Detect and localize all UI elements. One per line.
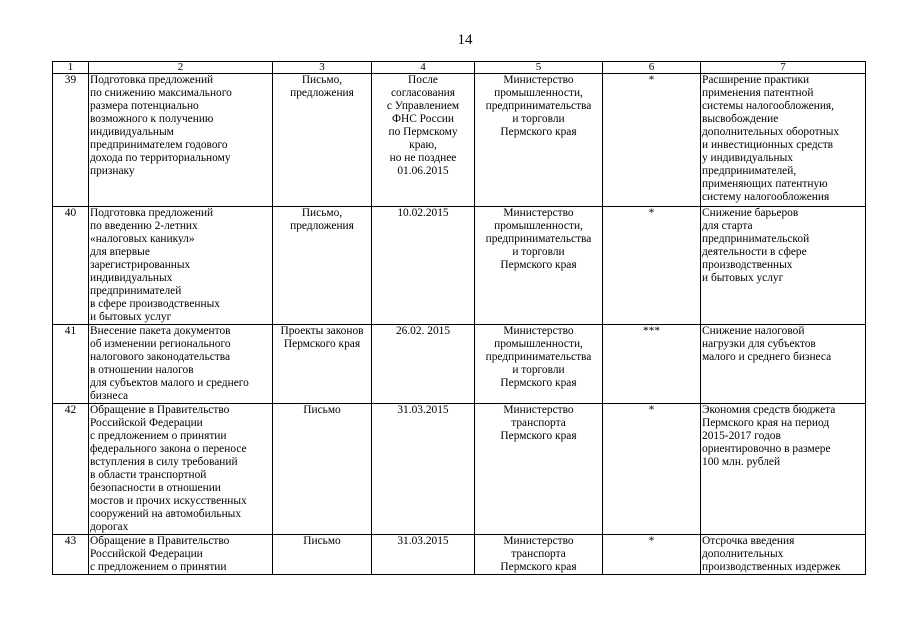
column-header: 7 — [701, 62, 866, 74]
deadline-cell: 26.02. 2015 — [372, 325, 475, 404]
page-number: 14 — [457, 32, 473, 48]
column-header: 4 — [372, 62, 475, 74]
executor-cell: Министерство транспорта Пермского края — [475, 535, 603, 575]
measure-cell: Подготовка предложений по снижению максимального размера потенциально возможного к получению индивидуальным предпринимателем годового дохода по территориальному признаку — [89, 74, 273, 207]
form-cell: Проекты законов Пермского края — [273, 325, 372, 404]
row-number: 40 — [53, 207, 89, 325]
result-cell: Снижение барьеров для старта предпринимательской деятельности в сфере производственных и бытовых услуг — [701, 207, 866, 325]
form-cell: Письмо — [273, 535, 372, 575]
deadline-cell: 31.03.2015 — [372, 404, 475, 535]
column-header: 3 — [273, 62, 372, 74]
executor-cell: Министерство промышленности, предпринимательства и торговли Пермского края — [475, 325, 603, 404]
measure-cell: Обращение в Правительство Российской Федерации с предложением о принятии — [89, 535, 273, 575]
row-number: 39 — [53, 74, 89, 207]
row-number: 41 — [53, 325, 89, 404]
mark-cell: * — [603, 404, 701, 535]
form-cell: Письмо, предложения — [273, 207, 372, 325]
mark-cell: * — [603, 207, 701, 325]
column-header: 6 — [603, 62, 701, 74]
table-row — [53, 207, 866, 325]
result-cell: Экономия средств бюджета Пермского края на период 2015-2017 годов ориентировочно в размере 100 млн. рублей — [701, 404, 866, 535]
form-cell: Письмо — [273, 404, 372, 535]
column-number-row — [53, 62, 866, 74]
row-number: 42 — [53, 404, 89, 535]
measures-table — [52, 61, 866, 575]
result-cell: Отсрочка введения дополнительных производственных издержек — [701, 535, 866, 575]
table-row — [53, 535, 866, 575]
mark-cell: *** — [603, 325, 701, 404]
row-number: 43 — [53, 535, 89, 575]
mark-cell: * — [603, 535, 701, 575]
mark-cell: * — [603, 74, 701, 207]
measure-cell: Подготовка предложений по введению 2-летних «налоговых каникул» для впервые зарегистрированных индивидуальных предпринимателей в сфере производственных и бытовых услуг — [89, 207, 273, 325]
deadline-cell: 31.03.2015 — [372, 535, 475, 575]
table-row — [53, 74, 866, 207]
form-cell: Письмо, предложения — [273, 74, 372, 207]
deadline-cell: 10.02.2015 — [372, 207, 475, 325]
column-header: 2 — [89, 62, 273, 74]
measure-cell: Внесение пакета документов об изменении регионального налогового законодательства в отношении налогов для субъектов малого и среднего бизнеса — [89, 325, 273, 404]
table-row — [53, 325, 866, 404]
result-cell: Снижение налоговой нагрузки для субъектов малого и среднего бизнеса — [701, 325, 866, 404]
column-header: 5 — [475, 62, 603, 74]
table-row — [53, 404, 866, 535]
deadline-cell: После согласования с Управлением ФНС России по Пермскому краю, но не позднее 01.06.2015 — [372, 74, 475, 207]
executor-cell: Министерство транспорта Пермского края — [475, 404, 603, 535]
measure-cell: Обращение в Правительство Российской Федерации с предложением о принятии федерального закона о переносе вступления в силу требований в области транспортной безопасности в отношении мостов и прочих искусственных сооружений на автомобильных дорогах — [89, 404, 273, 535]
column-header: 1 — [53, 62, 89, 74]
executor-cell: Министерство промышленности, предпринимательства и торговли Пермского края — [475, 207, 603, 325]
result-cell: Расширение практики применения патентной системы налогообложения, высвобождение дополнительных оборотных и инвестиционных средств у индивидуальных предпринимателей, применяющих патентную систему налогообложения — [701, 74, 866, 207]
executor-cell: Министерство промышленности, предпринимательства и торговли Пермского края — [475, 74, 603, 207]
